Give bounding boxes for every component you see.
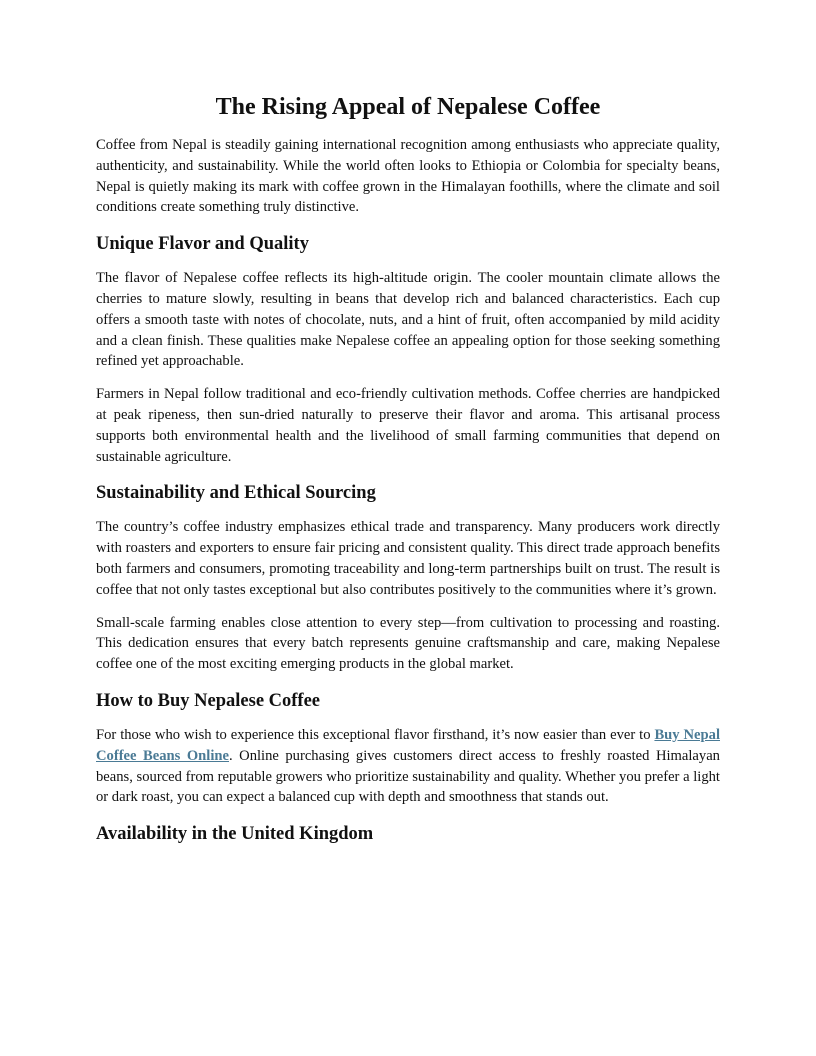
buy-text-before-link: For those who wish to experience this exceptional flavor firsthand, it’s now easier than ever to <box>96 726 655 743</box>
flavor-paragraph-1: The flavor of Nepalese coffee reflects its high-altitude origin. The cooler mountain climate allows the cherries to mature slowly, resulting in beans that develop rich and balanced characteristics. Each cup offers a smooth taste with notes of chocolate, nuts, and a hint of fruit, often accompanied by mild acidity and a clean finish. These qualities make Nepalese coffee an appealing option for those seeking something refined yet approachable. <box>96 270 720 370</box>
heading-uk-availability: Availability in the United Kingdom <box>96 824 374 845</box>
heading-how-to-buy: How to Buy Nepalese Coffee <box>96 690 321 711</box>
buy-coffee-link[interactable]: Buy Nepal Coffee Beans Online <box>96 726 720 764</box>
buy-paragraph <box>96 725 720 808</box>
sustainability-paragraph-2: Small-scale farming enables close attention to every step—from cultivation to processing and roasting. This dedication ensures that every batch represents genuine craftsmanship and care, making Nepalese coffee one of the most exciting emerging products in the global market. <box>96 614 720 673</box>
heading-unique-flavor: Unique Flavor and Quality <box>96 234 309 255</box>
heading-sustainability: Sustainability and Ethical Sourcing <box>96 483 376 504</box>
flavor-paragraph-2: Farmers in Nepal follow traditional and eco-friendly cultivation methods. Coffee cherries are handpicked at peak ripeness, then sun-dried naturally to preserve their flavor and aroma. This artisanal process supports both environmental health and the livelihood of small farming communities that depend on sustainable agriculture. <box>96 386 720 465</box>
document-title: The Rising Appeal of Nepalese Coffee <box>215 94 601 120</box>
document-page <box>96 92 720 858</box>
buy-text-after-link: . Online purchasing gives customers direct access to freshly roasted Himalayan beans, sourced from reputable growers who prioritize sustainability and quality. Whether you prefer a light or dark roast, you can expect a balanced cup with depth and smoothness that stands out. <box>96 747 720 806</box>
sustainability-paragraph-1: The country’s coffee industry emphasizes ethical trade and transparency. Many producers work directly with roasters and exporters to ensure fair pricing and consistent quality. This direct trade approach benefits both farmers and consumers, promoting traceability and long-term partnerships built on trust. The result is coffee that not only tastes exceptional but also contributes positively to the communities where it’s grown. <box>96 519 720 598</box>
intro-paragraph: Coffee from Nepal is steadily gaining international recognition among enthusiasts who appreciate quality, authenticity, and sustainability. While the world often looks to Ethiopia or Colombia for specialty beans, Nepal is quietly making its mark with coffee grown in the Himalayan foothills, where the climate and soil conditions create something truly distinctive. <box>96 137 720 216</box>
